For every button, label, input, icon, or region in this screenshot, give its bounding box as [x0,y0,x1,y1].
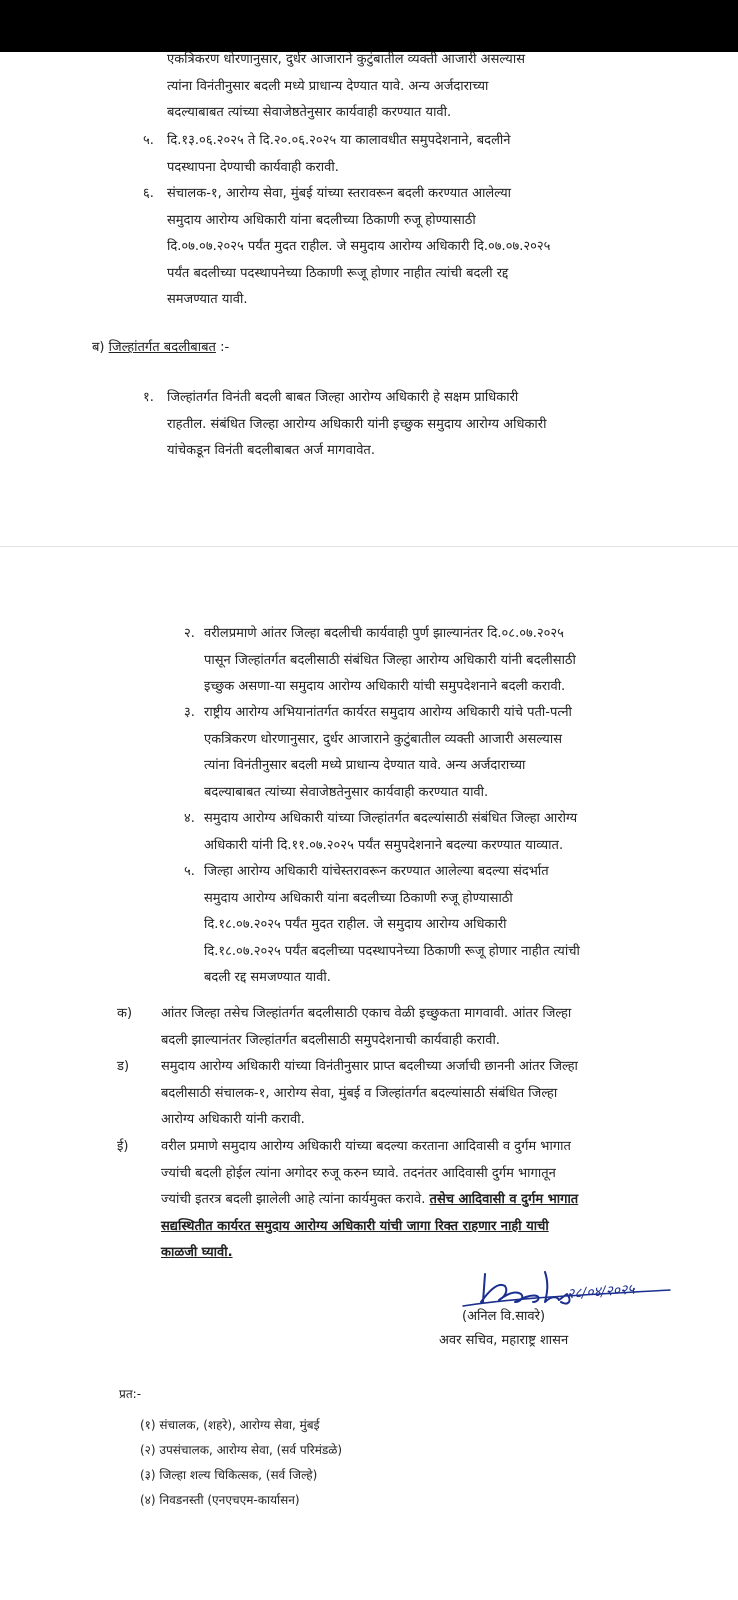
item-4-text: समुदाय आरोग्य अधिकारी यांच्या जिल्हांतर्गत बदल्यांसाठी संबंधित जिल्हा आरोग्य अधिकारी यांनी दि.११.०७.२०२५ पर्यंत समुपदेशनाने बदल्या करण्यात याव्यात. [204,811,578,853]
copy-to-item: (२) उपसंचालक, आरोग्य सेवा, (सर्व परिमंडळे) [140,1443,343,1457]
item-number: २. [184,626,195,641]
section-i-text: वरील प्रमाणे समुदाय आरोग्य अधिकारी यांच्या बदल्या करताना आदिवासी व दुर्गम भागात ज्यांची बदली होईल त्यांना अगोदर रुजू करुन घ्यावे. तदनंतर आदिवासी दुर्गम भागातून ज्यांची इतरत्र बदली झालेली आहे त्यांना कार्यमुक्त करावे. तसेच आदिवासी व दुर्गम भागात सद्यस्थितीत कार्यरत समुदाय आरोग्य अधिकारी यांची जागा रिक्त राहणार नाही याची काळजी घ्यावी. [161,1139,579,1260]
signer-designation: अवर सचिव, महाराष्ट्र शासन [439,1333,569,1348]
section-label: ड) [117,1059,130,1074]
section-k-text: आंतर जिल्हा तसेच जिल्हांतर्गत बदलीसाठी एकाच वेळी इच्छुकता मागवावी. आंतर जिल्हा बदली झाल्यानंतर जिल्हांतर्गत बदलीसाठी समुपदेशनाची कार्यवाही करावी. [161,1006,572,1048]
item-6-text: संचालक-१, आरोग्य सेवा, मुंबई यांच्या स्तरावरून बदली करण्यात आलेल्या समुदाय आरोग्य अधिकारी यांना बदलीच्या ठिकाणी रुजू होण्यासाठी दि.०७.०७.२०२५ पर्यंत मुदत राहील. जे समुदाय आरोग्य अधिकारी दि.०७.०७.२०२५ पर्यंत बदलीच्या पदस्थापनेच्या ठिकाणी रूजू होणार नाहीत त्यांची बदली रद्द समजण्यात यावी. [167,186,551,307]
item-5-text: जिल्हा आरोग्य अधिकारी यांचेस्तरावरून करण्यात आलेल्या बदल्या संदर्भात समुदाय आरोग्य अधिकारी यांना बदलीच्या ठिकाणी रुजू होण्यासाठी दि.१८.०७.२०२५ पर्यंत मुदत राहील. जे समुदाय आरोग्य अधिकारी दि.१८.०७.२०२५ पर्यंत बदलीच्या पदस्थापनेच्या ठिकाणी रूजू होणार नाहीत त्यांची बदली रद्द समजण्यात यावी. [204,864,580,985]
section-label: क) [117,1006,133,1021]
copy-to-item: (४) निवडनस्ती (एनएचएम-कार्यासन) [140,1493,300,1507]
item-number: ५. [143,133,154,148]
item-number: १. [143,390,154,405]
section-b-title: जिल्हांतर्गत बदलीबाबत [108,340,216,355]
signature-date: २८/०४/२०२५ [566,1281,636,1303]
item-number: ५. [184,864,195,879]
item-number: ३. [184,705,195,720]
item-5-text: दि.१३.०६.२०२५ ते दि.२०.०६.२०२५ या कालावधीत समुपदेशनाने, बदलीने पदस्थापना देण्याची कार्यवाही करावी. [167,133,511,175]
copy-to-item: (१) संचालक, (शहरे), आरोग्य सेवा, मुंबई [140,1418,320,1432]
section-label: ई) [117,1139,129,1154]
copy-to-label: प्रत:- [119,1387,142,1401]
item-2-text: वरीलप्रमाणे आंतर जिल्हा बदलीची कार्यवाही पुर्ण झाल्यानंतर दि.०८.०७.२०२५ पासून जिल्हांतर्गत बदलीसाठी संबंधित जिल्हा आरोग्य अधिकारी यांनी बदलीसाठी इच्छुक असणा-या समुदाय आरोग्य अधिकारी यांची समुपदेशनाने बदली करावी. [204,626,576,694]
status-bar [0,0,738,52]
signer-name: (अनिल वि.सावरे) [462,1309,546,1324]
item-number: ४. [184,811,195,826]
paragraph-3-tail: एकत्रिकरण धोरणानुसार, दुर्धर आजाराने कुटुंबातील व्यक्ती आजारी असल्यास त्यांना विनंतीनुसार बदली मध्ये प्राधान्य देण्यात यावे. अन्य अर्जदाराच्या बदल्याबाबत त्यांच्या सेवाजेष्ठतेनुसार कार्यवाही करण्यात यावी. [167,52,526,120]
section-b-item-1-text: जिल्हांतर्गत विनंती बदली बाबत जिल्हा आरोग्य अधिकारी हे सक्षम प्राधिकारी राहतील. संबंधित जिल्हा आरोग्य अधिकारी यांनी इच्छुक समुदाय आरोग्य अधिकारी यांचेकडून विनंती बदलीबाबत अर्ज मागवावेत. [167,390,547,458]
emphasis-text: तसेच आदिवासी व दुर्गम भागात [429,1192,579,1207]
page-divider [0,546,738,547]
emphasis-text: सद्यस्थितीत कार्यरत समुदाय आरोग्य अधिकारी यांची जागा रिक्त राहणार नाही याची [161,1218,549,1234]
signature-block [439,1268,685,1368]
section-b-heading: ब) जिल्हांतर्गत बदलीबाबत :- [92,340,230,355]
emphasis-text: काळजी घ्यावी. [161,1245,233,1260]
item-3-text: राष्ट्रीय आरोग्य अभियानांतर्गत कार्यरत समुदाय आरोग्य अधिकारी यांचे पती-पत्नी एकत्रिकरण धोरणानुसार, दुर्धर आजाराने कुटुंबातील व्यक्ती आजारी असल्यास त्यांना विनंतीनुसार बदली मध्ये प्राधान्य देण्यात यावे. अन्य अर्जदाराच्या बदल्याबाबत त्यांच्या सेवाजेष्ठतेनुसार कार्यवाही करण्यात यावी. [204,705,572,800]
item-number: ६. [143,186,154,201]
copy-to-item: (३) जिल्हा शल्य चिकित्सक, (सर्व जिल्हे) [140,1468,318,1482]
section-d-text: समुदाय आरोग्य अधिकारी यांच्या विनंतीनुसार प्राप्त बदलीच्या अर्जाची छाननी आंतर जिल्हा बदलीसाठी संचालक-१, आरोग्य सेवा, मुंबई व जिल्हांतर्गत बदल्यांसाठी संबंधित जिल्हा आरोग्य अधिकारी यांनी करावी. [161,1059,578,1127]
